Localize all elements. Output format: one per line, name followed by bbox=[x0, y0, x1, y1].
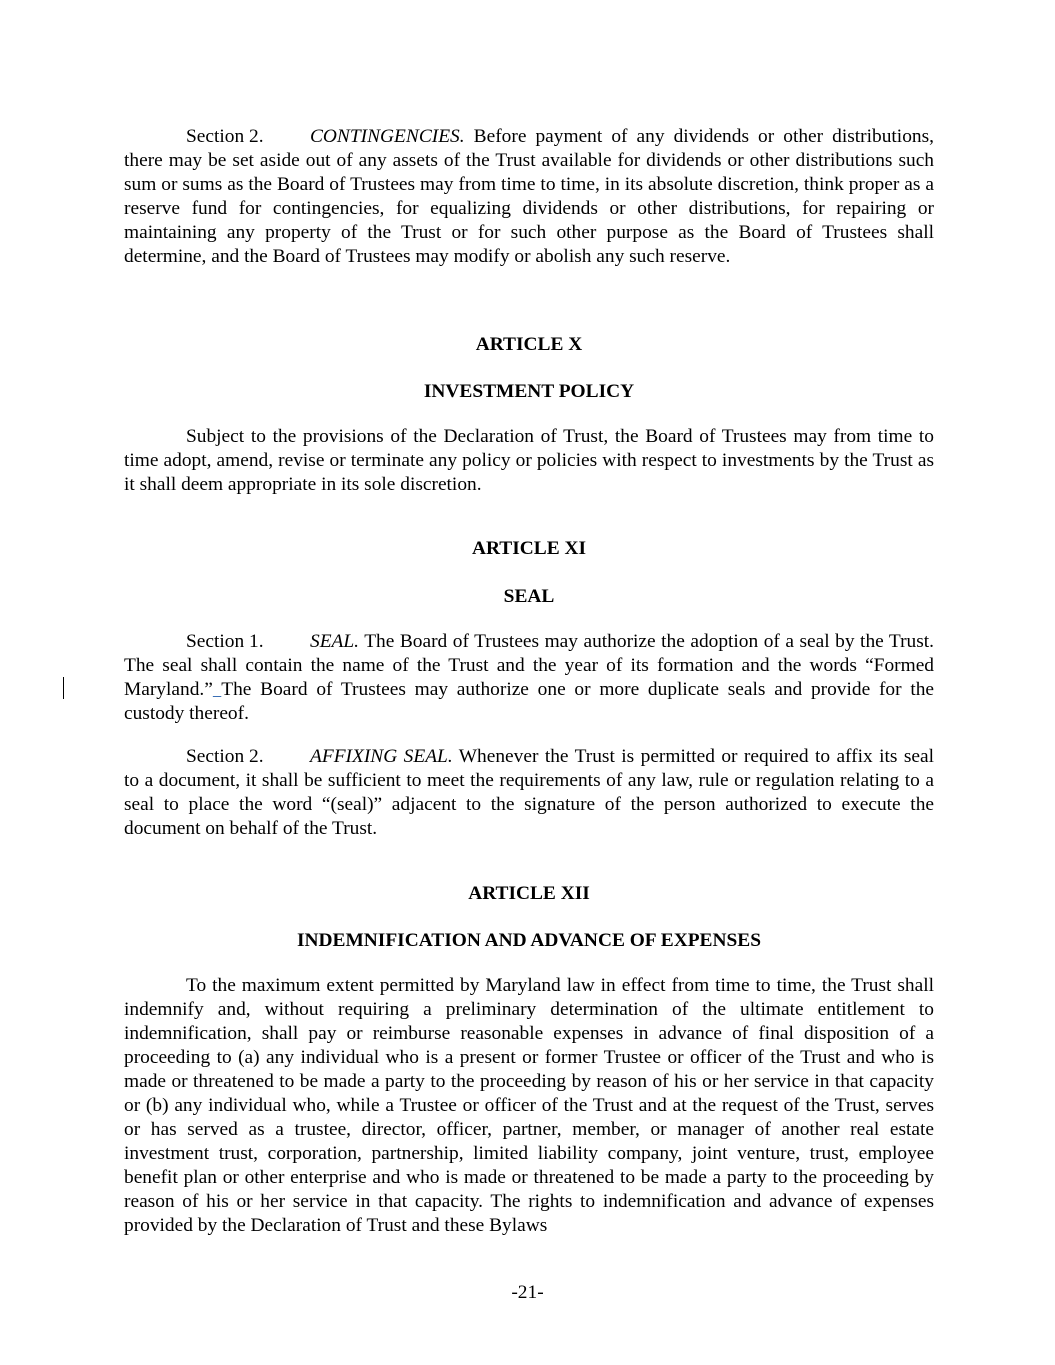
seal-section-1-title: SEAL. bbox=[310, 631, 360, 652]
article-x-title: INVESTMENT POLICY bbox=[423, 381, 635, 402]
article-xii-text: To the maximum extent permitted by Maryland law in effect from time to time, the Trust shall indemnify and, without requiring a preliminary determination of the ultimate entitlement to indemnification, shall pay or reimburse reasonable expenses in advance of final disposition of a proceeding to (a) any individual who is a present or former Trustee or officer of the Trust and who is made or threatened to be made a party to the proceeding by reason of his or her service in that capacity or (b) any individual who, while a Trustee or officer of the Trust and at the request of the Trust, serves or has served as a trustee, director, officer, partner, member, or manager of another real estate investment trust, corporation, partnership, limited liability company, joint venture, trust, employee benefit plan or other enterprise and who is made or threatened to be made a party to the proceeding by reason of his or her service in that capacity. The rights to indemnification and advance of expenses provided by the Declaration of Trust and these Bylaws bbox=[124, 975, 934, 1236]
section-2-title: CONTINGENCIES. bbox=[310, 126, 465, 147]
footnote-marker bbox=[213, 679, 221, 700]
article-xii-title: INDEMNIFICATION AND ADVANCE OF EXPENSES bbox=[297, 930, 761, 951]
article-xi-section-2-paragraph bbox=[124, 745, 934, 841]
section-2-label: Section 2. bbox=[186, 126, 264, 147]
article-xi-number: ARTICLE XI bbox=[471, 538, 587, 559]
section-2-text: Before payment of any dividends or other distributions, there may be set aside out of any assets of the Trust available for dividends or other distributions such sum or sums as the Board of Trustees may from time to time, in its absolute discretion, think proper as a reserve fund for contingencies, for equalizing dividends or other distributions, for repairing or maintaining any property of the Trust or for such other purpose as the Board of Trustees shall determine, and the Board of Trustees may modify or abolish any such reserve. bbox=[124, 126, 934, 267]
seal-section-1-text-before: The Board of Trustees may authorize the adoption of a seal by the Trust. The seal shall contain the name of the Trust and the year of its formation and the words “Formed Maryland.” bbox=[124, 631, 934, 700]
revision-change-bar bbox=[63, 677, 64, 699]
section-2-contingencies-paragraph bbox=[124, 125, 934, 269]
article-x-text: Subject to the provisions of the Declaration of Trust, the Board of Trustees may from time to time adopt, amend, revise or terminate any policy or policies with respect to investments by the Trust as it shall deem appropriate in its sole discretion. bbox=[124, 426, 934, 495]
seal-section-1-label: Section 1. bbox=[186, 631, 264, 652]
seal-section-1-text-after: The Board of Trustees may authorize one or more duplicate seals and provide for the custody thereof. bbox=[124, 679, 935, 724]
article-xi-title: SEAL bbox=[503, 586, 555, 607]
article-xii-number: ARTICLE XII bbox=[468, 883, 590, 904]
article-xi-section-1-paragraph bbox=[124, 630, 934, 726]
seal-section-2-label: Section 2. bbox=[186, 746, 264, 767]
article-x-number: ARTICLE X bbox=[475, 334, 583, 355]
seal-section-2-title: AFFIXING SEAL. bbox=[310, 746, 453, 767]
article-x-paragraph bbox=[124, 425, 934, 497]
page-number: -21- bbox=[511, 1282, 544, 1303]
article-xii-paragraph bbox=[124, 974, 934, 1238]
seal-section-2-text: Whenever the Trust is permitted or required to affix its seal to a document, it shall be sufficient to meet the requirements of any law, rule or regulation relating to a seal to place the word “(seal)” adjacent to the signature of the person authorized to execute the document on behalf of the Trust. bbox=[124, 746, 935, 839]
